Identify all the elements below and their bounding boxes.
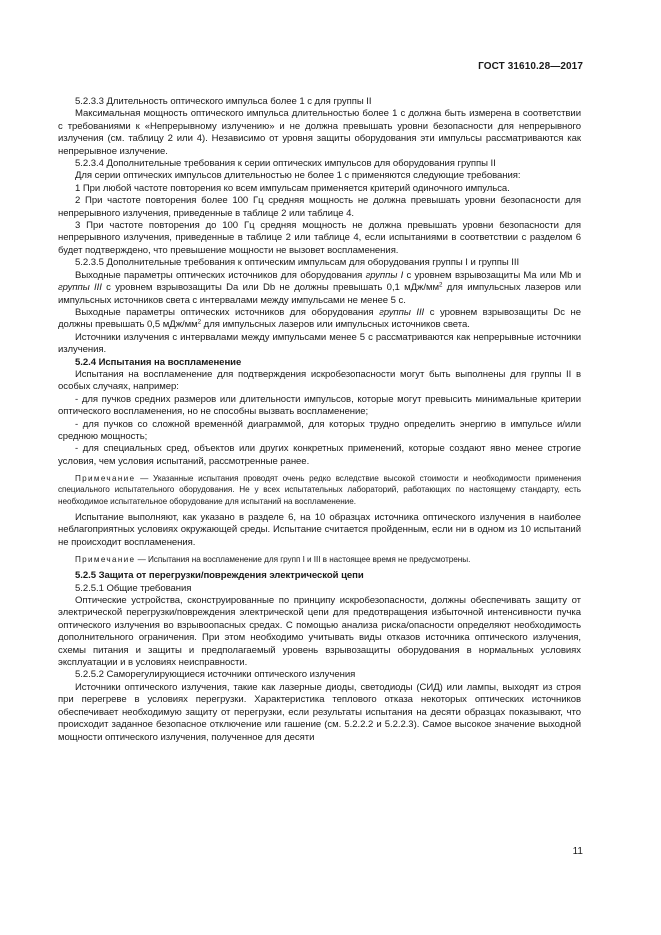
paragraph-5-2-3-3: Максимальная мощность оптического импульса длительностью более 1 с должна быть измерена в соответствии с требованиями к «Непрерывному излучению» и не должна превышать уровни безопасности для непрерывного излучения (см. таблицу 2 или 4). Независимо от уровня защиты оборудования эти импульсы рассматриваются как непрерывное излучение. (58, 108, 581, 157)
note-1-label: Примечание (75, 474, 136, 484)
text-run: для импульсных лазеров или импульсных источников света. (201, 319, 470, 331)
heading-5-2-3-3: 5.2.3.3 Длительность оптического импульса более 1 с для группы II (75, 96, 372, 107)
italic-run: группы III (379, 306, 425, 318)
text-run: с уровнем взрывозащиты Dc не должны превышать 0,5 мДж/мм (58, 306, 581, 331)
dash-item-2: - для пучков со сложной временнóй диаграммой, для которых трудно определить энергию в импульсе и/или среднюю мощность; (58, 418, 581, 442)
page-number: 11 (572, 846, 583, 857)
paragraph-5-2-3-5-group-iii-dc (58, 307, 581, 332)
italic-run: группы I (365, 269, 404, 281)
heading-5-2-4: 5.2.4 Испытания на воспламенение (75, 356, 242, 368)
dash-item-1: - для пучков средних размеров или длительности импульсов, которые могут превысить минимальные критерии оптического воспламенения, но не способны вызвать воспламенение; (58, 393, 581, 418)
paragraph-5-2-4-test: Испытание выполняют, как указано в разделе 6, на 10 образцах источника оптического излучения в наиболее неблагоприятных условиях окружающей среды. Испытание считается пройденным, если ни в одном из 10 испытаний не происходит воспламенения. (58, 511, 581, 548)
dash-item-3: - для специальных сред, объектов или других конкретных применений, которые создают явно менее строгие условия, чем условия испытаний, рассмотренные ранее. (58, 443, 581, 467)
note-2 (58, 554, 581, 565)
heading-5-2-3-5: 5.2.3.5 Дополнительные требования к оптическим импульсам для оборудования группы I и группы III (75, 257, 520, 269)
superscript: 2 (439, 281, 443, 289)
paragraph-5-2-3-4-intro: Для серии оптических импульсов длительностью не более 1 с применяются следующие требования: (75, 170, 521, 182)
paragraph-5-2-4-intro: Испытания на воспламенение для подтверждения искробезопасности могут быть выполнены для группы II в особых случаях, например: (58, 368, 581, 393)
text-run: для импульсных лазеров или импульсных источников света с интервалами между импульсами не менее 5 с. (58, 282, 581, 306)
italic-run: группы III (58, 282, 102, 294)
paragraph-5-2-3-5-groups-i-iii (58, 270, 581, 307)
text-run: Выходные параметры оптических источников для оборудования (75, 306, 380, 318)
note-1-text: — Указанные испытания проводят очень редко вследствие высокой стоимости и необходимости применения специального испытательного оборудования. Не у всех испытательных лабораторий, работающих по настоящему стандарту, есть необходимое испытательное оборудование для испытаний на воспламенение. (58, 474, 581, 506)
paragraph-5-2-5-1: Оптические устройства, сконструированные по принципу искробезопасности, должны обеспечивать защиту от электрической перегрузки/повреждения электрической цепи для предотвращения избыточной интенсивности пучка оптического излучения во взрывоопасных средах. С помощью анализа риска/опасности определяют необходимость дополнительного ограничения. При этом необходимо учитывать виды отказов источника оптического излучения, схемы питания и защиты и предполагаемый уровень взрывозащиты оборудования в нормальных условиях эксплуатации и в условиях неисправности. (58, 595, 581, 669)
paragraph-5-2-3-5-continuous: Источники излучения с интервалами между импульсами менее 5 с рассматриваются как непрерывные источники излучения. (58, 331, 581, 356)
running-header-standard-id: ГОСТ 31610.28—2017 (478, 61, 583, 72)
list-item-1: 1 При любой частоте повторения ко всем импульсам применяется критерий одиночного импульса. (75, 182, 510, 194)
text-run: с уровнем взрывозащиты Ma или Mb и (403, 269, 581, 281)
text-run: Выходные параметры оптических источников для оборудования (75, 269, 366, 281)
note-1 (58, 473, 581, 507)
heading-5-2-5: 5.2.5 Защита от перегрузки/повреждения электрической цепи (75, 570, 364, 582)
heading-5-2-5-1: 5.2.5.1 Общие требования (75, 582, 192, 594)
list-item-3: 3 При частоте повторения до 100 Гц средняя мощность не должна превышать уровни безопасности для непрерывного излучения, приведенные в таблице 2 или таблице 4, если испытаниями в соответствии с разделом 6 будет подтверждено, что превышение мощности не вызовет воспламенения. (58, 220, 581, 256)
heading-5-2-3-4: 5.2.3.4 Дополнительные требования к серии оптических импульсов для оборудования группы II (75, 158, 496, 170)
note-2-label: Примечание (75, 555, 136, 565)
heading-5-2-5-2: 5.2.5.2 Саморегулирующиеся источники оптического излучения (75, 669, 356, 681)
note-2-text: — Испытания на воспламенение для групп I и III в настоящее время не предусмотрены. (135, 555, 471, 565)
superscript: 2 (197, 318, 202, 326)
list-item-2: 2 При частоте повторения более 100 Гц средняя мощность не должна превышать уровни безопасности для непрерывного излучения, приведенные в таблице 2 или таблице 4. (58, 195, 581, 219)
paragraph-5-2-5-2: Источники оптического излучения, такие как лазерные диоды, светодиоды (СИД) или лампы, выходят из строя при перегреве в условиях перегрузки. Характеристика теплового отказа некоторых оптических источников обеспечивает необходимую защиту от перегрузки, если результаты испытания на десяти образцах показывают, что происходит заданное безопасное отключение или гашение (см. 5.2.2.2 и 5.2.2.3). Самое высокое значение выходной мощности оптического излучения, полученное для десяти (58, 681, 581, 743)
text-run: с уровнем взрывозащиты Da или Db не должны превышать 0,1 мДж/мм (101, 282, 440, 294)
document-body (58, 96, 581, 744)
